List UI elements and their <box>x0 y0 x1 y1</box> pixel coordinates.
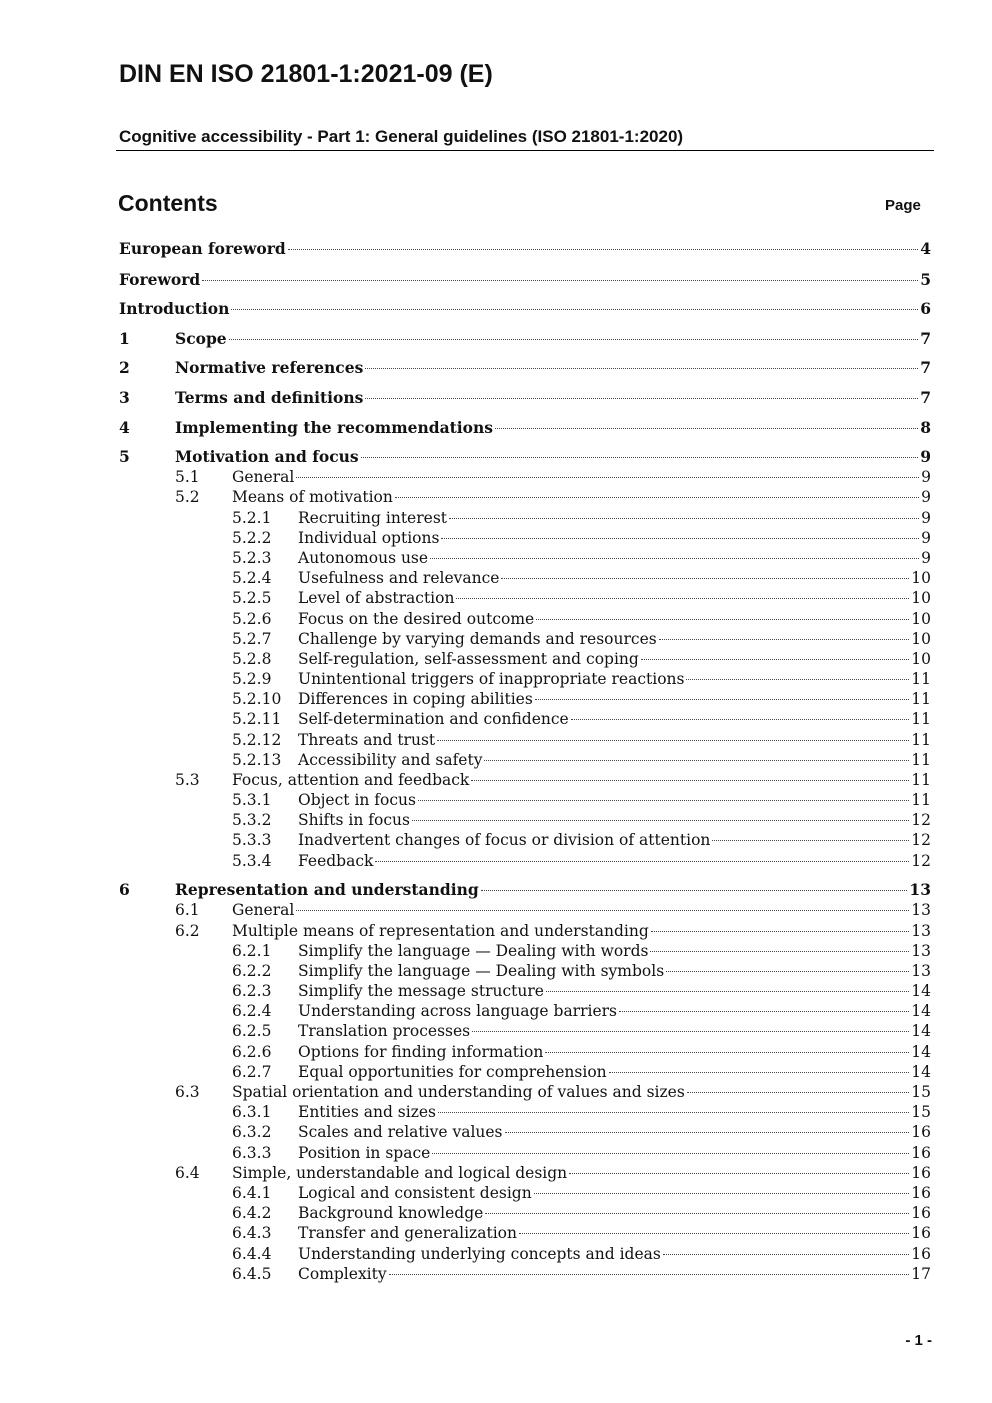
toc-entry-page: 17 <box>911 1265 931 1283</box>
toc-entry[interactable] <box>232 528 931 548</box>
toc-entry-title: Shifts in focus <box>298 811 410 829</box>
toc-entry-number: 5.2.10 <box>232 690 282 708</box>
toc-entry[interactable] <box>232 709 931 729</box>
toc-dot-leader <box>441 538 919 539</box>
toc-entry-title: Object in focus <box>298 791 416 809</box>
toc-entry-number: 6.2.2 <box>232 962 272 980</box>
toc-entry-number: 5.2 <box>175 488 200 506</box>
toc-entry-number: 5.2.2 <box>232 529 272 547</box>
toc-entry-title: Entities and sizes <box>298 1103 437 1121</box>
toc-entry-title: Terms and definitions <box>175 388 364 407</box>
toc-entry-number: 6.3.2 <box>232 1123 272 1141</box>
toc-entry-title: Foreword <box>119 270 201 289</box>
toc-entry[interactable] <box>232 1001 931 1021</box>
toc-entry-page: 10 <box>911 630 931 648</box>
toc-entry-title: Individual options <box>298 529 440 547</box>
toc-entry-number: 6.2.4 <box>232 1002 272 1020</box>
toc-entry-number: 5.2.3 <box>232 549 272 567</box>
toc-dot-leader <box>609 1072 910 1073</box>
toc-entry[interactable] <box>232 830 931 850</box>
toc-entry[interactable] <box>119 447 931 467</box>
toc-entry-number: 6.2.6 <box>232 1043 272 1061</box>
toc-dot-leader <box>641 659 909 660</box>
toc-entry-page: 12 <box>911 852 931 870</box>
toc-entry-number: 6.2 <box>175 922 200 940</box>
toc-entry-number: 6.4.1 <box>232 1184 272 1202</box>
toc-entry-number: 3 <box>119 388 130 407</box>
toc-entry[interactable] <box>232 1042 931 1062</box>
toc-entry-title: Self-determination and confidence <box>298 710 569 728</box>
toc-dot-leader <box>485 1213 909 1214</box>
toc-entry[interactable] <box>175 921 931 941</box>
toc-entry[interactable] <box>119 299 931 319</box>
toc-entry-title: Introduction <box>119 299 230 318</box>
toc-dot-leader <box>472 1031 909 1032</box>
toc-entry-page: 14 <box>911 1002 931 1020</box>
toc-dot-leader <box>430 558 919 559</box>
toc-entry[interactable] <box>232 851 931 871</box>
toc-entry-number: 6.4.5 <box>232 1265 272 1283</box>
page-number: - 1 - <box>905 1332 932 1349</box>
toc-entry-number: 6.4.2 <box>232 1204 272 1222</box>
toc-entry-page: 6 <box>920 299 931 318</box>
toc-entry-number: 5.2.12 <box>232 731 282 749</box>
toc-dot-leader <box>659 639 910 640</box>
toc-entry-title: Means of motivation <box>232 488 393 506</box>
toc-entry-page: 11 <box>911 690 931 708</box>
toc-entry[interactable] <box>232 1062 931 1082</box>
toc-entry-page: 10 <box>911 650 931 668</box>
toc-entry-page: 11 <box>911 771 931 789</box>
toc-entry-number: 1 <box>119 329 130 348</box>
toc-dot-leader <box>534 1193 910 1194</box>
toc-entry-page: 16 <box>911 1204 931 1222</box>
toc-dot-leader <box>535 699 909 700</box>
toc-entry-title: Simple, understandable and logical design <box>232 1164 568 1182</box>
toc-entry-title: Implementing the recommendations <box>175 418 494 437</box>
toc-dot-leader <box>501 578 909 579</box>
toc-entry-title: Multiple means of representation and understanding <box>232 922 649 940</box>
toc-entry-title: Representation and understanding <box>175 880 479 899</box>
toc-entry[interactable] <box>119 329 931 349</box>
toc-entry-page: 11 <box>911 670 931 688</box>
toc-entry-number: 5.2.5 <box>232 589 272 607</box>
toc-entry[interactable] <box>119 418 931 438</box>
toc-dot-leader <box>619 1011 909 1012</box>
toc-entry[interactable] <box>175 770 931 790</box>
toc-entry-page: 12 <box>911 831 931 849</box>
toc-dot-leader <box>505 1132 910 1133</box>
toc-entry-title: Transfer and generalization <box>298 1224 517 1242</box>
toc-entry-title: Focus on the desired outcome <box>298 610 535 628</box>
toc-entry-page: 14 <box>911 982 931 1000</box>
toc-entry-number: 5.3 <box>175 771 200 789</box>
toc-dot-leader <box>686 679 909 680</box>
toc-dot-leader <box>418 800 909 801</box>
toc-entry-title: Simplify the message structure <box>298 982 544 1000</box>
toc-entry[interactable] <box>175 487 931 507</box>
toc-entry[interactable] <box>232 609 931 629</box>
toc-entry-page: 14 <box>911 1063 931 1081</box>
toc-dot-leader <box>296 477 919 478</box>
toc-entry-title: European foreword <box>119 239 286 258</box>
toc-entry-title: Normative references <box>175 358 364 377</box>
toc-entry-page: 16 <box>911 1224 931 1242</box>
toc-dot-leader <box>296 910 909 911</box>
toc-entry-number: 6.1 <box>175 901 200 919</box>
toc-entry-title: Simplify the language — Dealing with words <box>298 942 649 960</box>
toc-entry-number: 5.2.7 <box>232 630 272 648</box>
toc-entry-number: 6.2.1 <box>232 942 272 960</box>
contents-heading: Contents <box>118 190 218 216</box>
toc-dot-leader <box>288 249 918 250</box>
toc-entry-page: 10 <box>911 610 931 628</box>
toc-dot-leader <box>519 1233 909 1234</box>
toc-entry[interactable] <box>119 358 931 378</box>
toc-entry-title: Differences in coping abilities <box>298 690 533 708</box>
toc-dot-leader <box>545 1052 909 1053</box>
toc-entry[interactable] <box>232 1223 931 1243</box>
toc-entry-title: Complexity <box>298 1265 387 1283</box>
toc-entry-number: 6.2.3 <box>232 982 272 1000</box>
toc-entry-number: 5.2.13 <box>232 751 282 769</box>
toc-entry-title: Recruiting interest <box>298 509 447 527</box>
toc-entry-number: 5.3.4 <box>232 852 272 870</box>
toc-dot-leader <box>687 1092 909 1093</box>
toc-entry-number: 5.3.1 <box>232 791 272 809</box>
toc-entry-page: 13 <box>909 880 931 899</box>
toc-entry-number: 6.2.5 <box>232 1022 272 1040</box>
toc-entry-page: 15 <box>911 1083 931 1101</box>
toc-dot-leader <box>571 719 910 720</box>
toc-entry[interactable] <box>232 750 931 770</box>
toc-entry[interactable] <box>232 981 931 1001</box>
toc-entry-title: Accessibility and safety <box>298 751 483 769</box>
toc-entry[interactable] <box>119 239 931 259</box>
toc-dot-leader <box>456 598 909 599</box>
toc-entry-page: 8 <box>920 418 931 437</box>
toc-entry-page: 11 <box>911 791 931 809</box>
toc-entry-page: 13 <box>911 962 931 980</box>
toc-entry-number: 6 <box>119 880 130 899</box>
toc-entry-title: Simplify the language — Dealing with symbols <box>298 962 665 980</box>
toc-entry-number: 6.2.7 <box>232 1063 272 1081</box>
toc-dot-leader <box>569 1173 909 1174</box>
toc-entry[interactable] <box>232 649 931 669</box>
toc-dot-leader <box>484 760 909 761</box>
toc-entry[interactable] <box>232 961 931 981</box>
toc-entry-number: 5.2.9 <box>232 670 272 688</box>
toc-entry-page: 9 <box>921 529 931 547</box>
toc-entry[interactable] <box>232 1143 931 1163</box>
toc-entry[interactable] <box>232 941 931 961</box>
toc-dot-leader <box>481 890 908 891</box>
toc-entry-page: 10 <box>911 589 931 607</box>
toc-dot-leader <box>375 861 909 862</box>
toc-entry-number: 6.4.3 <box>232 1224 272 1242</box>
toc-entry-title: Understanding across language barriers <box>298 1002 617 1020</box>
toc-dot-leader <box>432 1153 909 1154</box>
toc-entry-title: Scales and relative values <box>298 1123 503 1141</box>
toc-entry[interactable] <box>232 790 931 810</box>
document-subtitle: Cognitive accessibility - Part 1: General guidelines (ISO 21801-1:2020) <box>119 127 684 146</box>
toc-entry-title: Position in space <box>298 1144 431 1162</box>
toc-dot-leader <box>712 840 909 841</box>
toc-entry[interactable] <box>232 568 931 588</box>
toc-entry-number: 5.2.1 <box>232 509 272 527</box>
toc-entry-number: 2 <box>119 358 130 377</box>
toc-entry[interactable] <box>232 669 931 689</box>
toc-entry-title: Spatial orientation and understanding of values and sizes <box>232 1083 685 1101</box>
document-title: DIN EN ISO 21801-1:2021-09 (E) <box>119 60 493 88</box>
toc-entry[interactable] <box>175 1082 931 1102</box>
toc-entry-page: 16 <box>911 1164 931 1182</box>
toc-entry-number: 6.4 <box>175 1164 200 1182</box>
toc-dot-leader <box>365 368 918 369</box>
toc-entry-page: 14 <box>911 1043 931 1061</box>
toc-entry-title: Self-regulation, self-assessment and coping <box>298 650 639 668</box>
toc-entry-page: 9 <box>921 488 931 506</box>
toc-entry[interactable] <box>175 467 931 487</box>
toc-entry-title: Unintentional triggers of inappropriate reactions <box>298 670 685 688</box>
toc-dot-leader <box>546 991 909 992</box>
toc-entry[interactable] <box>232 1122 931 1142</box>
toc-entry-page: 9 <box>921 468 931 486</box>
toc-entry-page: 4 <box>920 239 931 258</box>
toc-entry[interactable] <box>232 689 931 709</box>
toc-dot-leader <box>650 951 909 952</box>
toc-entry-number: 5.2.6 <box>232 610 272 628</box>
toc-entry[interactable] <box>232 548 931 568</box>
toc-entry-number: 5.2.8 <box>232 650 272 668</box>
toc-entry-page: 15 <box>911 1103 931 1121</box>
toc-entry-page: 7 <box>920 358 931 377</box>
toc-entry-page: 11 <box>911 710 931 728</box>
toc-entry-number: 6.3.3 <box>232 1144 272 1162</box>
toc-entry-page: 11 <box>911 751 931 769</box>
toc-dot-leader <box>231 309 918 310</box>
toc-entry[interactable] <box>119 880 931 900</box>
toc-dot-leader <box>663 1254 909 1255</box>
toc-entry-title: Translation processes <box>298 1022 471 1040</box>
toc-entry[interactable] <box>232 1264 931 1284</box>
toc-entry[interactable] <box>232 1203 931 1223</box>
toc-entry-title: Equal opportunities for comprehension <box>298 1063 607 1081</box>
toc-entry[interactable] <box>232 730 931 750</box>
toc-entry-page: 13 <box>911 942 931 960</box>
toc-entry[interactable] <box>232 588 931 608</box>
toc-dot-leader <box>365 398 918 399</box>
toc-entry-page: 9 <box>920 447 931 466</box>
toc-entry-title: Focus, attention and feedback <box>232 771 470 789</box>
toc-dot-leader <box>229 339 919 340</box>
toc-entry-number: 4 <box>119 418 130 437</box>
toc-dot-leader <box>412 820 909 821</box>
toc-entry-number: 5.2.4 <box>232 569 272 587</box>
toc-entry-number: 6.3.1 <box>232 1103 272 1121</box>
toc-dot-leader <box>651 931 909 932</box>
toc-entry-page: 16 <box>911 1123 931 1141</box>
toc-entry-number: 5 <box>119 447 130 466</box>
toc-entry-title: Logical and consistent design <box>298 1184 532 1202</box>
toc-entry-page: 5 <box>920 270 931 289</box>
toc-dot-leader <box>438 1112 909 1113</box>
toc-entry-page: 9 <box>921 509 931 527</box>
page-column-label: Page <box>885 197 921 214</box>
toc-entry-title: Feedback <box>298 852 374 870</box>
toc-entry[interactable] <box>175 1163 931 1183</box>
toc-dot-leader <box>389 1274 910 1275</box>
toc-entry-title: Threats and trust <box>298 731 436 749</box>
toc-entry-title: Level of abstraction <box>298 589 455 607</box>
toc-entry-title: Options for finding information <box>298 1043 544 1061</box>
toc-entry-page: 16 <box>911 1184 931 1202</box>
toc-dot-leader <box>449 518 919 519</box>
toc-entry-page: 9 <box>921 549 931 567</box>
toc-dot-leader <box>536 619 909 620</box>
toc-entry-title: General <box>232 901 295 919</box>
toc-entry[interactable] <box>119 388 931 408</box>
toc-entry-page: 14 <box>911 1022 931 1040</box>
toc-entry[interactable] <box>232 1244 931 1264</box>
toc-dot-leader <box>202 280 918 281</box>
toc-entry-page: 10 <box>911 569 931 587</box>
toc-entry[interactable] <box>232 629 931 649</box>
toc-entry[interactable] <box>232 1183 931 1203</box>
toc-entry-title: General <box>232 468 295 486</box>
toc-entry-page: 13 <box>911 922 931 940</box>
toc-entry-page: 7 <box>920 388 931 407</box>
toc-entry-number: 5.3.3 <box>232 831 272 849</box>
toc-dot-leader <box>471 780 909 781</box>
toc-entry[interactable] <box>119 270 931 290</box>
toc-entry-page: 16 <box>911 1245 931 1263</box>
toc-entry[interactable] <box>232 810 931 830</box>
toc-entry-number: 6.3 <box>175 1083 200 1101</box>
toc-entry[interactable] <box>232 1021 931 1041</box>
toc-entry-title: Usefulness and relevance <box>298 569 500 587</box>
toc-dot-leader <box>495 428 918 429</box>
toc-entry-number: 5.2.11 <box>232 710 282 728</box>
toc-entry-title: Understanding underlying concepts and ideas <box>298 1245 661 1263</box>
toc-entry-number: 6.4.4 <box>232 1245 272 1263</box>
toc-entry-page: 7 <box>920 329 931 348</box>
toc-entry[interactable] <box>175 900 931 920</box>
toc-entry-title: Motivation and focus <box>175 447 359 466</box>
toc-dot-leader <box>395 497 919 498</box>
toc-entry[interactable] <box>232 508 931 528</box>
toc-entry-page: 16 <box>911 1144 931 1162</box>
toc-entry-page: 11 <box>911 731 931 749</box>
toc-dot-leader <box>361 457 919 458</box>
toc-entry-number: 5.3.2 <box>232 811 272 829</box>
toc-dot-leader <box>666 971 909 972</box>
toc-entry-title: Scope <box>175 329 227 348</box>
toc-entry-title: Autonomous use <box>298 549 429 567</box>
toc-entry-title: Challenge by varying demands and resources <box>298 630 657 648</box>
toc-entry-title: Inadvertent changes of focus or division of attention <box>298 831 711 849</box>
toc-entry-page: 13 <box>911 901 931 919</box>
toc-entry-page: 12 <box>911 811 931 829</box>
toc-dot-leader <box>437 740 909 741</box>
toc-entry[interactable] <box>232 1102 931 1122</box>
toc-entry-title: Background knowledge <box>298 1204 484 1222</box>
toc-entry-number: 5.1 <box>175 468 200 486</box>
